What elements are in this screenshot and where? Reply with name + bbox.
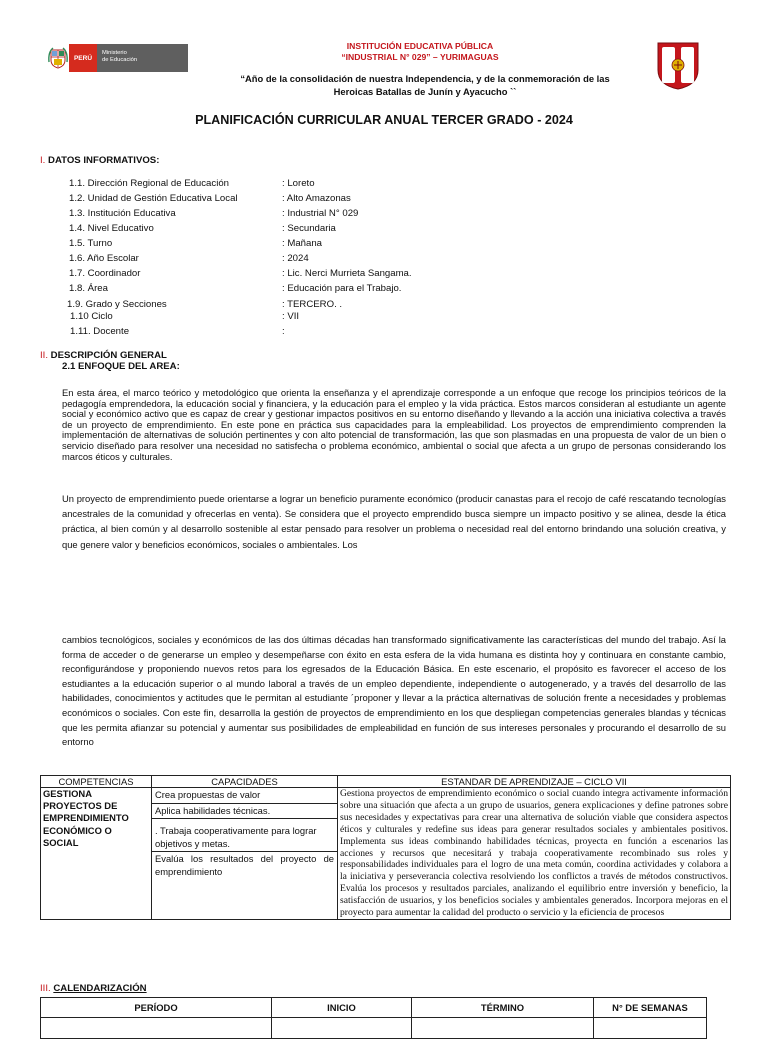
ministry-line-2: de Educación [102,57,138,63]
header-estandar: ESTANDAR DE APRENDIZAJE – CICLO VII [338,776,731,788]
header-capacidades: CAPACIDADES [152,776,338,788]
minedu-logo [47,44,188,72]
institution-line-2: “INDUSTRIAL N° 029” – YURIMAGUAS [341,52,499,62]
paragraph-enfoque-2: Un proyecto de emprendimiento puede orientarse a lograr un beneficio puramente económico (producir canastas para el recojo de café rescatando tecnologías ancestrales de la comunidad y ofrecerlas en venta). Se considera que el proyecto emprendido busca siempre un impacto positivo y se alinea, desde la ética práctica, al bien común y al desarrollo sostenible al estar pensado para resolver un problema o necesidad real del entorno brindando una solución creativa, y que genere valor y beneficios económicos, sociales o ambientales. Los [62,493,726,550]
ministry-line-1: Ministerio [102,50,127,56]
competencia-cell: GESTIONA PROYECTOS DE EMPRENDIMIENTO ECONÓMICO O SOCIAL [41,788,152,920]
info-value: : Mañana [282,238,323,249]
peru-coat-of-arms-icon [47,44,69,72]
info-label: 1.4. Nivel Educativo [69,223,154,234]
section-3-title: CALENDARIZACIÓN [53,983,147,994]
header-semanas: N° DE SEMANAS [594,998,707,1018]
info-label: 1.3. Institución Educativa [69,208,176,219]
info-label: 1.2. Unidad de Gestión Educativa Local [69,193,238,204]
paragraph-enfoque-1: En esta área, el marco teórico y metodológico que orienta la enseñanza y el aprendizaje corresponde a un enfoque que recoge los principios teóricos de la pedagogía emprendedora, la educación social y financiera, y la educación para el empleo y la vida práctica. Estos marcos consideran al estudiante un agente social y económico activo que es capaz de crear y gestionar impactos positivos en su entorno diseñando y llevando a la acción una iniciativa colectiva a través de un proyecto de emprendimiento. En este pone en práctica sus capacidades para la empleabilidad. Los proyectos de emprendimiento comprenden la implementación de alternativas de solución pertinentes y con alto potencial de transformación, las que son plasmadas en una propuesta de valor de un bien o servicio diseñado para resolver una necesidad no satisfecha o problema económico, ambiental o social que afecta a un grupo de personas considerando los marcos éticos y culturales. [62,387,726,462]
section-1-heading [40,155,159,166]
section-3-number: III. [40,983,51,994]
info-value: : Secundaria [282,223,336,234]
table-row [41,788,731,920]
institution-line-1: INSTITUCIÓN EDUCATIVA PÚBLICA [346,41,494,51]
table-cell [412,1018,594,1039]
competencias-table [40,775,731,920]
section-2-title: DESCRIPCIÓN GENERAL [50,350,167,361]
info-value: : Educación para el Trabajo. [282,283,402,294]
info-label: 1.1. Dirección Regional de Educación [69,178,229,189]
info-value: : Lic. Nerci Murrieta Sangama. [282,268,412,279]
capacidades-cell [152,788,338,920]
section-1-title: DATOS INFORMATIVOS: [48,155,160,166]
ministry-label [97,44,188,72]
motto-line-2: Heroicas Batallas de Junín y Ayacucho `` [333,85,517,97]
info-label: 1.6. Año Escolar [69,253,139,264]
calendar-header-row [41,998,707,1018]
header-termino: TÉRMINO [412,998,594,1018]
info-label: 1.9. Grado y Secciones [67,299,167,310]
info-value: : Industrial N° 029 [282,208,359,219]
table-cell [594,1018,707,1039]
table-row [41,1018,707,1039]
info-label: 1.8. Área [69,283,108,294]
capacidad-item: Aplica habilidades técnicas. [152,804,337,820]
info-value: : VII [282,311,300,322]
header-inicio: INICIO [272,998,412,1018]
document-title: PLANIFICACIÓN CURRICULAR ANUAL TERCER GRADO - 2024 [195,113,573,127]
info-value: : Loreto [282,178,315,189]
capacidad-item: Evalúa los resultados del proyecto de emprendimiento [155,853,334,877]
info-label: 1.5. Turno [69,238,113,249]
table-header-row [41,776,731,788]
section-2-heading [40,350,167,361]
capacidad-item: Crea propuestas de valor [152,788,337,804]
info-value: : Alto Amazonas [282,193,351,204]
table-cell [41,1018,272,1039]
header-competencias: COMPETENCIAS [41,776,152,788]
info-label: 1.11. Docente [70,326,130,337]
peru-label: PERÚ [69,44,97,72]
info-value: : TERCERO. . [282,299,343,310]
capacidad-item: . Trabaja cooperativamente para lograr objetivos y metas. [152,819,337,852]
section-2-subtitle: 2.1 ENFOQUE DEL AREA: [62,361,180,372]
year-motto [190,73,660,98]
calendar-table [40,997,707,1039]
table-cell [272,1018,412,1039]
info-label: 1.10 Ciclo [70,311,113,322]
section-3-heading [40,983,147,994]
estandar-cell: Gestiona proyectos de emprendimiento económico o social cuando integra activamente información sobre una situación que afecta a un grupo de usuarios, genera explicaciones y define patrones sobre sus necesidades y expectativas para crear una alternativa de solución viable que considera aspectos éticos y culturales y redefine sus ideas para generar resultados sociales y ambientales positivos. Implementa sus ideas combinando habilidades técnicas, proyecta en función a escenarios las acciones y recursos que necesitará y trabaja cooperativamente recombinado sus roles y responsabilidades individuales para el logro de una meta común, coordina actividades y colabora a la iniciativa y perseverancia colectiva resolviendo los conflictos a través de métodos constructivos. Evalúa los procesos y resultados parciales, analizando el equilibrio entre inversión y beneficio, la satisfacción de usuarios, y los beneficios sociales y ambientales generados. Incorpora mejoras en el proyecto para aumentar la calidad del producto o servicio y la eficiencia de procesos [338,788,731,920]
section-2-number: II. [40,350,48,361]
info-value: : 2024 [282,253,309,264]
motto-line-1: “Año de la consolidación de nuestra Independencia, y de la conmemoración de las [240,73,610,84]
info-label: 1.7. Coordinador [69,268,141,279]
info-value: : [282,326,285,337]
section-1-number: I. [40,155,46,166]
header-periodo: PERÍODO [41,998,272,1018]
paragraph-enfoque-3: cambios tecnológicos, sociales y económicos de las dos últimas décadas han transformado significativamente las características del mundo del trabajo. Así la forma de acceder o de generarse un empleo y desempeñarse con éxito en esta esfera de la vida humana es distinta hoy y continuara en constante cambio, reconfigurándose y proponiendo nuevos retos para los egresados de la Educación Básica. En este escenario, el propósito es favorecer el acceso de los estudiantes a la educación superior o al mundo laboral a través de un empleo dependiente, independiente o autogenerado, y a través del desarrollo de las habilidades, conocimientos y actitudes que le permitan al estudiante ´proponer y llevar a la práctica alternativas de solución frente a necesidades y problemas económicos o sociales. Con este fin, desarrolla la gestión de proyectos de emprendimiento en los que despliegan competencias generales blandas y técnicas que les permita afianzar su potencial y aumentar sus posibilidades de empleabilidad en función de sus intereses personales y procurando el desarrollo de su entorno [62,634,726,748]
